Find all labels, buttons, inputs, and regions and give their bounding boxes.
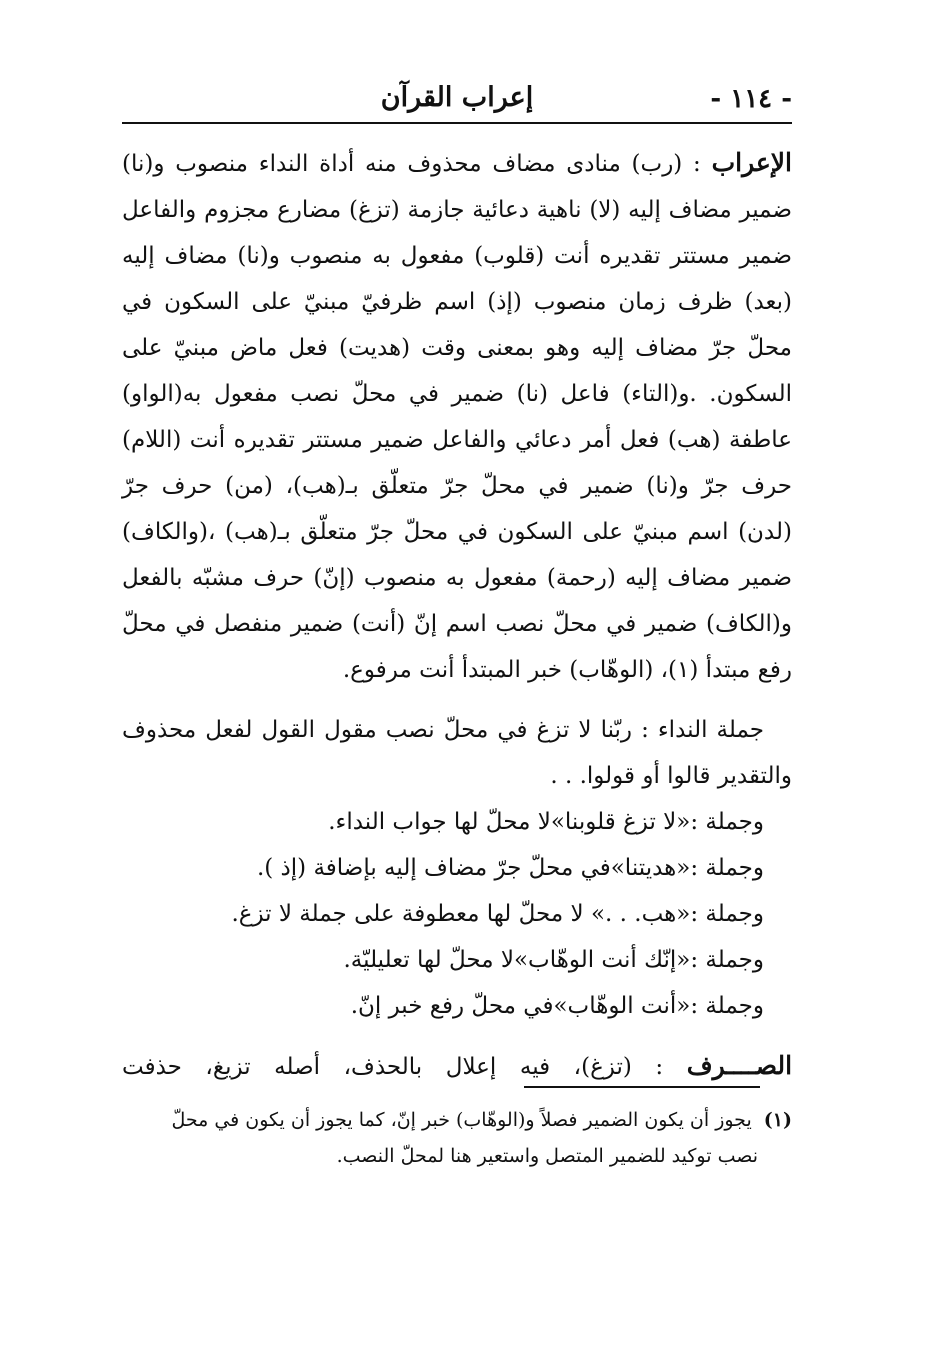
page-body: [122, 140, 792, 1090]
sentences-list: [122, 799, 792, 1029]
page-number: - ١١٤ -: [710, 84, 792, 114]
footnote-line-2: نصب توكيد للضمير المتصل واستعير هنا لمحلّ النصب.: [336, 1145, 758, 1167]
sarf-label: الصــــرف: [686, 1051, 793, 1080]
sarf-paragraph: [122, 1043, 792, 1090]
header-divider: [122, 122, 792, 124]
footnote-text-1: يجوز أن يكون الضمير فصلاً و(الوهّاب) خبر إنّ، كما يجوز أن يكون في محلّ: [171, 1109, 752, 1131]
list-item: وجملة :«هديتنا»في محلّ جرّ مضاف إليه بإضافة (إذ ).: [256, 855, 764, 881]
list-item: وجملة :«لا تزغ قلوبنا»لا محلّ لها جواب النداء.: [328, 809, 764, 835]
sentences-intro: جملة النداء : ربّنا لا تزغ في محلّ نصب مقول القول لفعل محذوف والتقدير قالوا أو قولوا. . .: [122, 717, 792, 789]
list-item: وجملة :«أنت الوهّاب»في محلّ رفع خبر إنّ.: [350, 993, 764, 1019]
footnote-marker: (١): [763, 1109, 792, 1131]
sarf-text: : (تزغ)، فيه إعلال بالحذف، أصله تزيغ، حذفت: [122, 1054, 664, 1080]
list-item: وجملة :«إنّك أنت الوهّاب»لا محلّ لها تعليليّة.: [343, 947, 764, 973]
list-item: وجملة :«هب. . .» لا محلّ لها معطوفة على جملة لا تزغ.: [231, 901, 764, 927]
footnote-divider: [524, 1086, 760, 1088]
irab-label: الإعراب: [711, 148, 793, 177]
book-title: إعراب القرآن: [380, 82, 534, 113]
footnote: [112, 1102, 792, 1174]
irab-text: : (رب) منادى مضاف محذوف منه أداة النداء منصوب و(نا) ضمير مضاف إليه (لا) ناهية دعائية جازمة (تزغ) مضارع مجزوم والفاعل ضمير مستتر تقديره أنت (قلوب) مفعول به منصوب و(نا) مضاف إليه (بعد) ظرف زمان منصوب (إذ) اسم ظرفيّ مبنيّ على السكون في محلّ جرّ مضاف إليه وهو بمعنى وقت (هديت) فعل ماض مبنيّ على السكون. .و(التاء) فاعل (نا) ضمير في محلّ نصب مفعول به(الواو) عاطفة (هب) فعل أمر دعائي والفاعل ضمير مستتر تقديره أنت (اللام) حرف جرّ و(نا) ضمير في محلّ جرّ متعلّق بـ(هب)، (من) حرف جرّ (لدن) اسم مبنيّ على السكون في محلّ جرّ متعلّق بـ(هب) ،(والكاف) ضمير مضاف إليه (رحمة) مفعول به منصوب (إنّ) حرف مشبّه بالفعل و(الكاف) ضمير في محلّ نصب اسم إنّ (أنت) ضمير منفصل في محلّ رفع مبتدأ (١)، (الوهّاب) خبر المبتدأ أنت مرفوع.: [122, 151, 792, 683]
page-header: [122, 78, 792, 122]
footnote-line-1: [112, 1102, 792, 1138]
irab-paragraph: [122, 140, 792, 693]
